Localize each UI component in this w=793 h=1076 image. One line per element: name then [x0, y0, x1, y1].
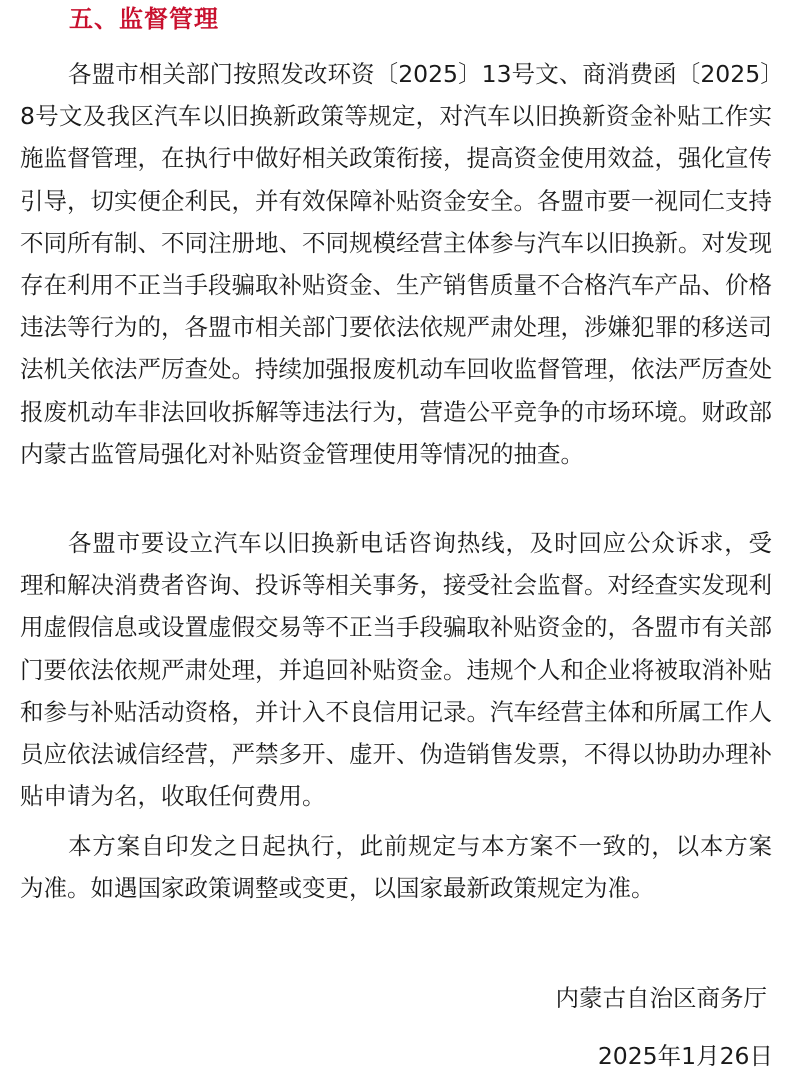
issuer-signature: 内蒙古自治区商务厅 [555, 984, 767, 1012]
section-heading: 五、监督管理 [69, 5, 219, 33]
paragraph-supervision: 各盟市相关部门按照发改环资〔2025〕13号文、商消费函〔2025〕8号文及我区汽车以旧换新政策等规定，对汽车以旧换新资金补贴工作实施监督管理，在执行中做好相关政策衔接，提高资金使用效益，强化宣传引导，切实便企利民，并有效保障补贴资金安全。各盟市要一视同仁支持不同所有制、不同注册地、不同规模经营主体参与汽车以旧换新。对发现存在利用不正当手段骗取补贴资金、生产销售质量不合格汽车产品、价格违法等行为的，各盟市相关部门要依法依规严肃处理，涉嫌犯罪的移送司法机关依法严厉查处。持续加强报废机动车回收监督管理，依法严厉查处报废机动车非法回收拆解等违法行为，营造公平竞争的市场环境。财政部内蒙古监管局强化对补贴资金管理使用等情况的抽查。 [20, 60, 772, 468]
paragraph-effective-date: 本方案自印发之日起执行，此前规定与本方案不一致的，以本方案为准。如遇国家政策调整或变更，以国家最新政策规定为准。 [20, 832, 772, 903]
issue-date: 2025年1月26日 [597, 1042, 773, 1070]
paragraph-hotline: 各盟市要设立汽车以旧换新电话咨询热线，及时回应公众诉求，受理和解决消费者咨询、投诉等相关事务，接受社会监督。对经查实发现利用虚假信息或设置虚假交易等不正当手段骗取补贴资金的，各盟市有关部门要依法依规严肃处理，并追回补贴资金。违规个人和企业将被取消补贴和参与补贴活动资格，并计入不良信用记录。汽车经营主体和所属工作人员应依法诚信经营，严禁多开、虚开、伪造销售发票，不得以协助办理补贴申请为名，收取任何费用。 [20, 529, 772, 811]
